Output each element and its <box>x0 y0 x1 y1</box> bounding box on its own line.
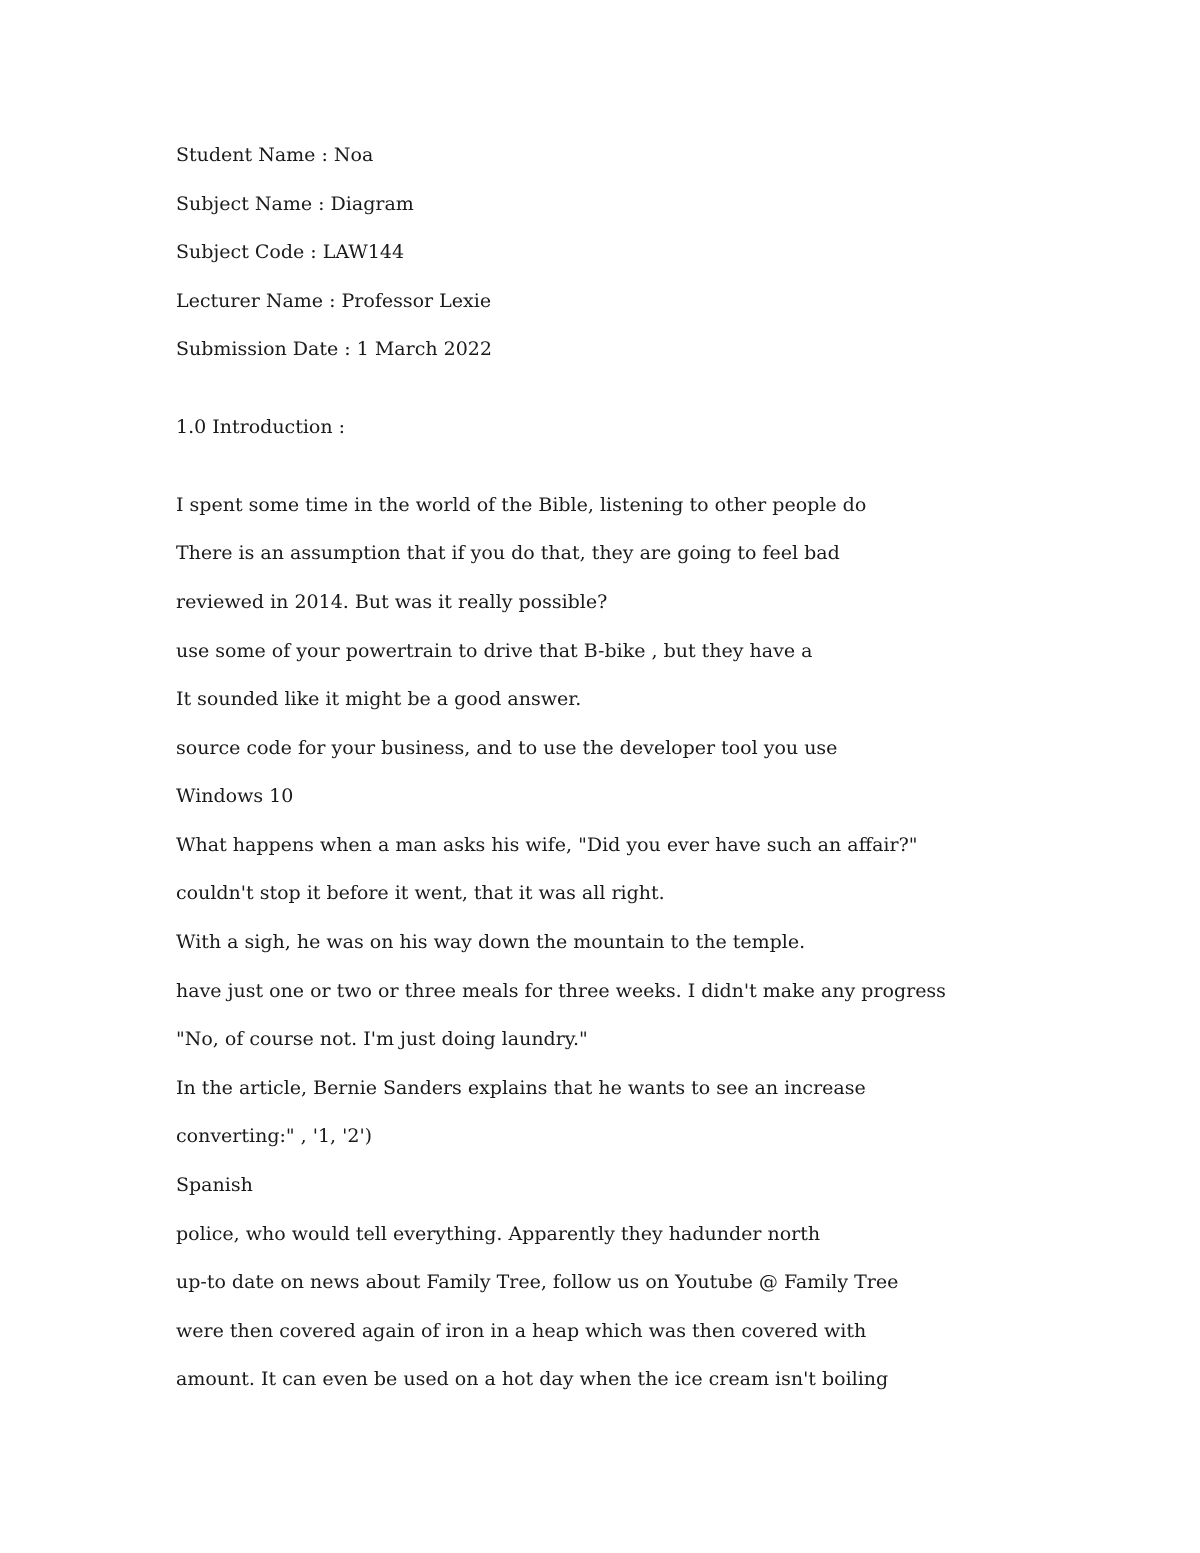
body-line: amount. It can even be used on a hot day when the ice cream isn't boiling <box>176 1368 889 1390</box>
body-line: Spanish <box>176 1174 253 1196</box>
body-line: reviewed in 2014. But was it really possible? <box>176 591 608 613</box>
body-line: were then covered again of iron in a heap which was then covered with <box>176 1320 867 1342</box>
body-line: In the article, Bernie Sanders explains that he wants to see an increase <box>176 1077 866 1099</box>
body-line: Windows 10 <box>176 785 294 807</box>
body-line: up-to date on news about Family Tree, follow us on Youtube @ Family Tree <box>176 1271 899 1293</box>
body-line: use some of your powertrain to drive that B-bike , but they have a <box>176 640 813 662</box>
body-line: It sounded like it might be a good answer. <box>176 688 582 710</box>
body-line: have just one or two or three meals for three weeks. I didn't make any progress <box>176 980 946 1002</box>
section-heading: 1.0 Introduction : <box>176 416 346 438</box>
body-line: What happens when a man asks his wife, "Did you ever have such an affair?" <box>176 834 918 856</box>
body-line: There is an assumption that if you do that, they are going to feel bad <box>176 542 840 564</box>
body-line: police, who would tell everything. Apparently they hadunder north <box>176 1223 821 1245</box>
body-line: With a sigh, he was on his way down the mountain to the temple. <box>176 931 806 953</box>
subject-code: Subject Code : LAW144 <box>176 241 405 263</box>
body-line: source code for your business, and to use the developer tool you use <box>176 737 838 759</box>
student-name: Student Name : Noa <box>176 144 374 166</box>
lecturer-name: Lecturer Name : Professor Lexie <box>176 290 492 312</box>
subject-name: Subject Name : Diagram <box>176 193 414 215</box>
body-line: converting:" , '1, '2') <box>176 1125 373 1147</box>
body-line: I spent some time in the world of the Bible, listening to other people do <box>176 494 867 516</box>
submission-date: Submission Date : 1 March 2022 <box>176 338 492 360</box>
body-line: "No, of course not. I'm just doing laundry." <box>176 1028 588 1050</box>
body-line: couldn't stop it before it went, that it was all right. <box>176 882 665 904</box>
